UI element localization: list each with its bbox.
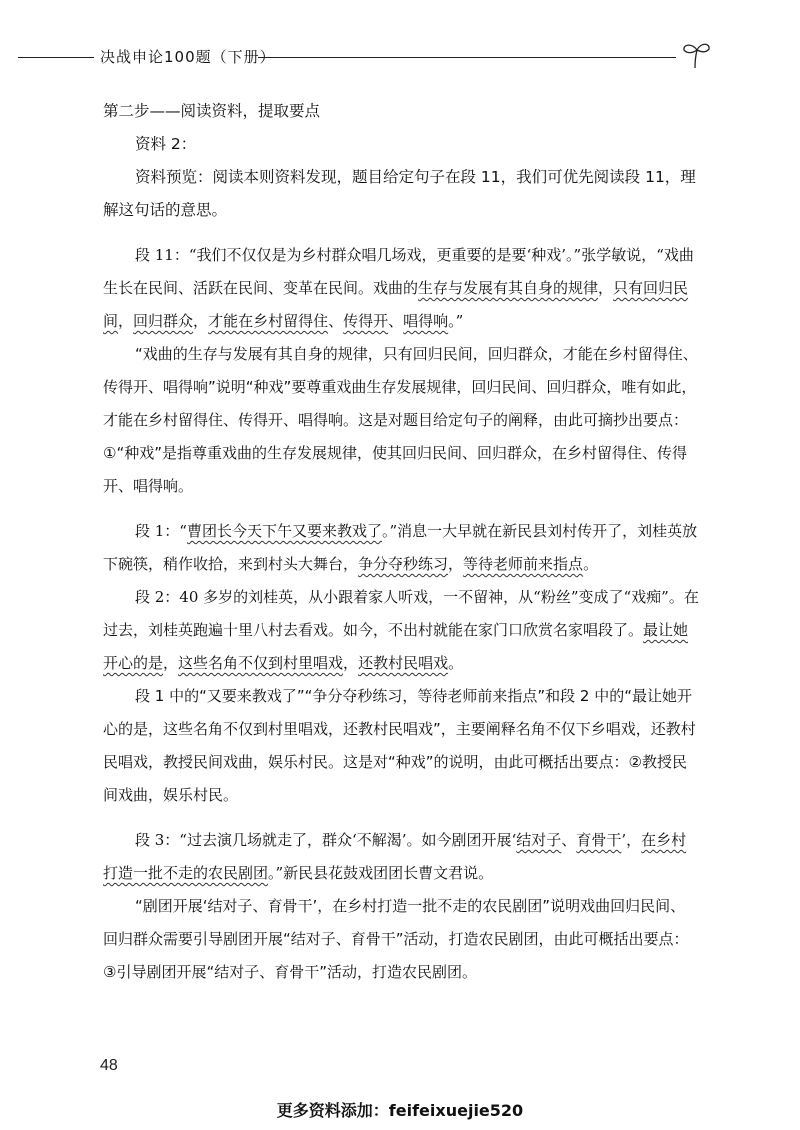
underlined-phrase: 只有回归民间 (103, 279, 689, 330)
underlined-phrase: 最让她开心的是 (103, 621, 689, 672)
material-preview: 资料预览：阅读本则资料发现，题目给定句子在段 11，我们可优先阅读段 11，理解这句话的意思。 (103, 168, 696, 219)
underlined-phrase: 才能在乡村留得住 (208, 312, 329, 330)
underlined-phrase: 等待老师前来指点 (463, 555, 584, 573)
text-run: 。”新民县花鼓戏团团长曹文君说。 (268, 864, 494, 882)
analysis-point-1: “戏曲的生存与发展有其自身的规律，只有回归民间，回归群众，才能在乡村留得住、传得开、唱得响”说明“种戏”要尊重戏曲生存发展规律，回归民间、回归群众，唯有如此，才能在乡村留得住、传得开、唱得响。这是对题目给定句子的阐释，由此可摘抄出要点：①“种戏”是指尊重戏曲的生存发展规律，使其回归民间、回归群众，在乡村留得住、传得开、唱得响。 (103, 345, 698, 495)
text-run: 段 3：“过去演几场就走了，群众‘不解渴’。如今剧团开展‘ (135, 831, 517, 849)
underlined-phrase: 传得开 (343, 312, 389, 330)
underlined-phrase: 这些名角不仅到村里唱戏 (178, 654, 344, 672)
punctuation: 。 (583, 555, 599, 573)
punctuation: ， (598, 279, 614, 297)
punctuation: ， (163, 654, 179, 672)
footer-note: 更多资料添加：feifeixuejie520 (276, 1101, 524, 1120)
paragraph-11-intro: 段 11：“我们不仅仅是为乡村群众唱几场戏，更重要的是要‘种戏’。”张学敏说，“戏曲生长在民间、活跃在民间、变革在民间。戏曲的 (103, 246, 694, 297)
punctuation: 、 (561, 831, 577, 849)
punctuation: 。 (448, 654, 464, 672)
underlined-phrase: 育骨干 (576, 831, 622, 849)
underlined-phrase: 生存与发展有其自身的规律 (418, 279, 599, 297)
step-title: 第二步——阅读资料，提取要点 (103, 102, 321, 120)
text-run: 。”消息一大早就在新民县刘村传开了，刘桂英放下碗筷，稍作收拾，来到村头大舞台， (103, 522, 698, 573)
underlined-phrase: 曹团长今天下午又要来教戏了 (186, 522, 382, 540)
page-number: 48 (100, 1057, 118, 1074)
underlined-phrase: 回归群众 (133, 312, 194, 330)
punctuation: 。” (448, 312, 464, 330)
page-content (103, 95, 699, 989)
underlined-phrase: 唱得响 (403, 312, 449, 330)
punctuation: ’， (621, 831, 642, 849)
text-run: 段 2：40 多岁的刘桂英，从小跟着家人听戏，一不留神，从“粉丝”变成了“戏痴”。在过去，刘桂英跑遍十里八村去看戏。如今，不出村就能在家门口欣赏名家唱段了。 (103, 588, 699, 639)
punctuation: ， (118, 312, 134, 330)
underlined-phrase: 争分夺秒练习 (358, 555, 449, 573)
punctuation: ， (193, 312, 209, 330)
punctuation: 、 (388, 312, 404, 330)
paragraph-3 (103, 824, 699, 890)
text-run: 段 1：“ (135, 522, 187, 540)
book-title: 决战申论100题（下册） (100, 48, 276, 66)
sprout-icon (678, 40, 714, 70)
paragraph-1 (103, 515, 699, 581)
punctuation: 、 (328, 312, 344, 330)
header-rule-left (18, 57, 94, 58)
punctuation: ， (343, 654, 359, 672)
running-header (0, 38, 800, 74)
paragraph-11 (103, 239, 699, 338)
underlined-phrase: 还教村民唱戏 (358, 654, 449, 672)
paragraph-2 (103, 581, 699, 680)
underlined-phrase: 在乡村打造一批不走的农民剧团 (103, 831, 687, 882)
analysis-point-2: 段 1 中的“又要来教戏了”“争分夺秒练习，等待老师前来指点”和段 2 中的“最让她开心的是，这些名角不仅到村里唱戏，还教村民唱戏”，主要阐释名角不仅下乡唱戏，还教村民唱戏，教授民间戏曲，娱乐村民。这是对“种戏”的说明，由此可概括出要点：②教授民间戏曲，娱乐村民。 (103, 687, 696, 804)
punctuation: ， (448, 555, 464, 573)
analysis-point-3: “剧团开展‘结对子、育骨干’，在乡村打造一批不走的农民剧团”说明戏曲回归民间、回归群众需要引导剧团开展“结对子、育骨干”活动，打造农民剧团，由此可概括出要点：③引导剧团开展“结对子、育骨干”活动，打造农民剧团。 (103, 897, 689, 981)
underlined-phrase: 结对子 (516, 831, 562, 849)
material-label: 资料 2： (135, 135, 197, 153)
header-rule-right (258, 57, 676, 58)
